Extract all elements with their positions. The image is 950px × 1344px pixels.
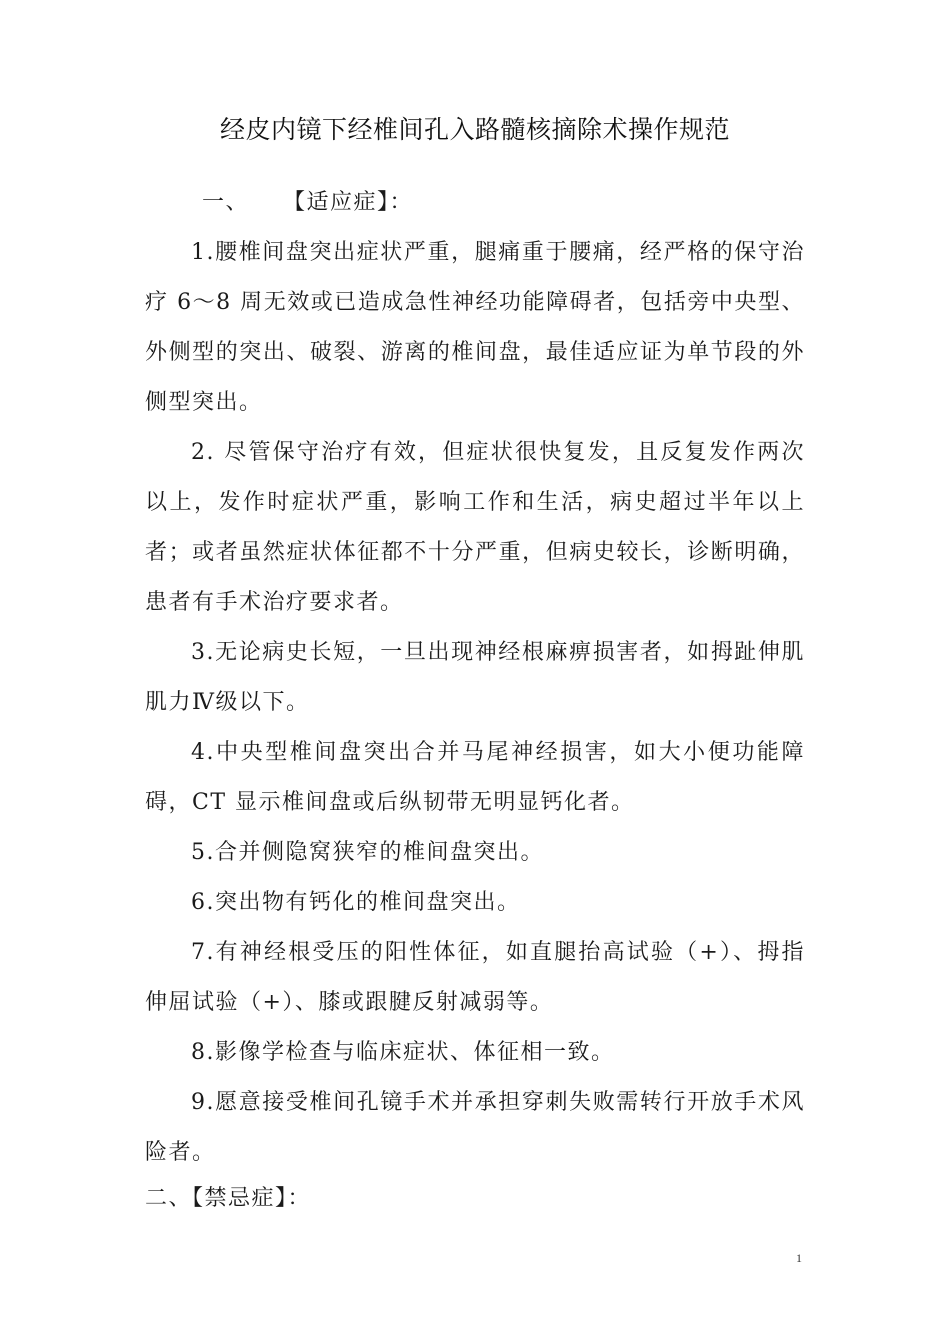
indication-item-2: 2. 尽管保守治疗有效，但症状很快复发，且反复发作两次以上，发作时症状严重，影响工作和生活，病史超过半年以上者；或者虽然症状体征都不十分严重，但病史较长，诊断明确，患者有手术治疗要求者。: [145, 440, 805, 615]
section-heading-indications: 一、 【适应症】：: [202, 190, 413, 215]
indication-item-9: 9.愿意接受椎间孔镜手术并承担穿刺失败需转行开放手术风险者。: [145, 1090, 805, 1165]
indication-item-3: 3.无论病史长短，一旦出现神经根麻痹损害者，如拇趾伸肌肌力Ⅳ级以下。: [145, 640, 805, 715]
indication-item-7: 7.有神经根受压的阳性体征，如直腿抬高试验（+）、拇指伸屈试验（+）、膝或跟腱反射减弱等。: [145, 940, 805, 1015]
indications-list: [145, 228, 805, 1178]
indication-item-6: 6.突出物有钙化的椎间盘突出。: [191, 890, 521, 915]
document-title: 经皮内镜下经椎间孔入路髓核摘除术操作规范: [219, 115, 730, 144]
indication-item-5: 5.合并侧隐窝狭窄的椎间盘突出。: [191, 840, 544, 865]
indication-item-4: 4.中央型椎间盘突出合并马尾神经损害，如大小便功能障碍，CT 显示椎间盘或后纵韧带无明显钙化者。: [145, 740, 805, 815]
section-heading-contraindications: 二、【禁忌症】：: [145, 1186, 312, 1211]
page-number: 1: [796, 1251, 802, 1265]
indication-item-1: 1.腰椎间盘突出症状严重，腿痛重于腰痛，经严格的保守治疗 6～8 周无效或已造成急性神经功能障碍者，包括旁中央型、外侧型的突出、破裂、游离的椎间盘，最佳适应证为单节段的外侧型突出。: [145, 240, 805, 415]
indication-item-8: 8.影像学检查与临床症状、体征相一致。: [191, 1040, 615, 1065]
